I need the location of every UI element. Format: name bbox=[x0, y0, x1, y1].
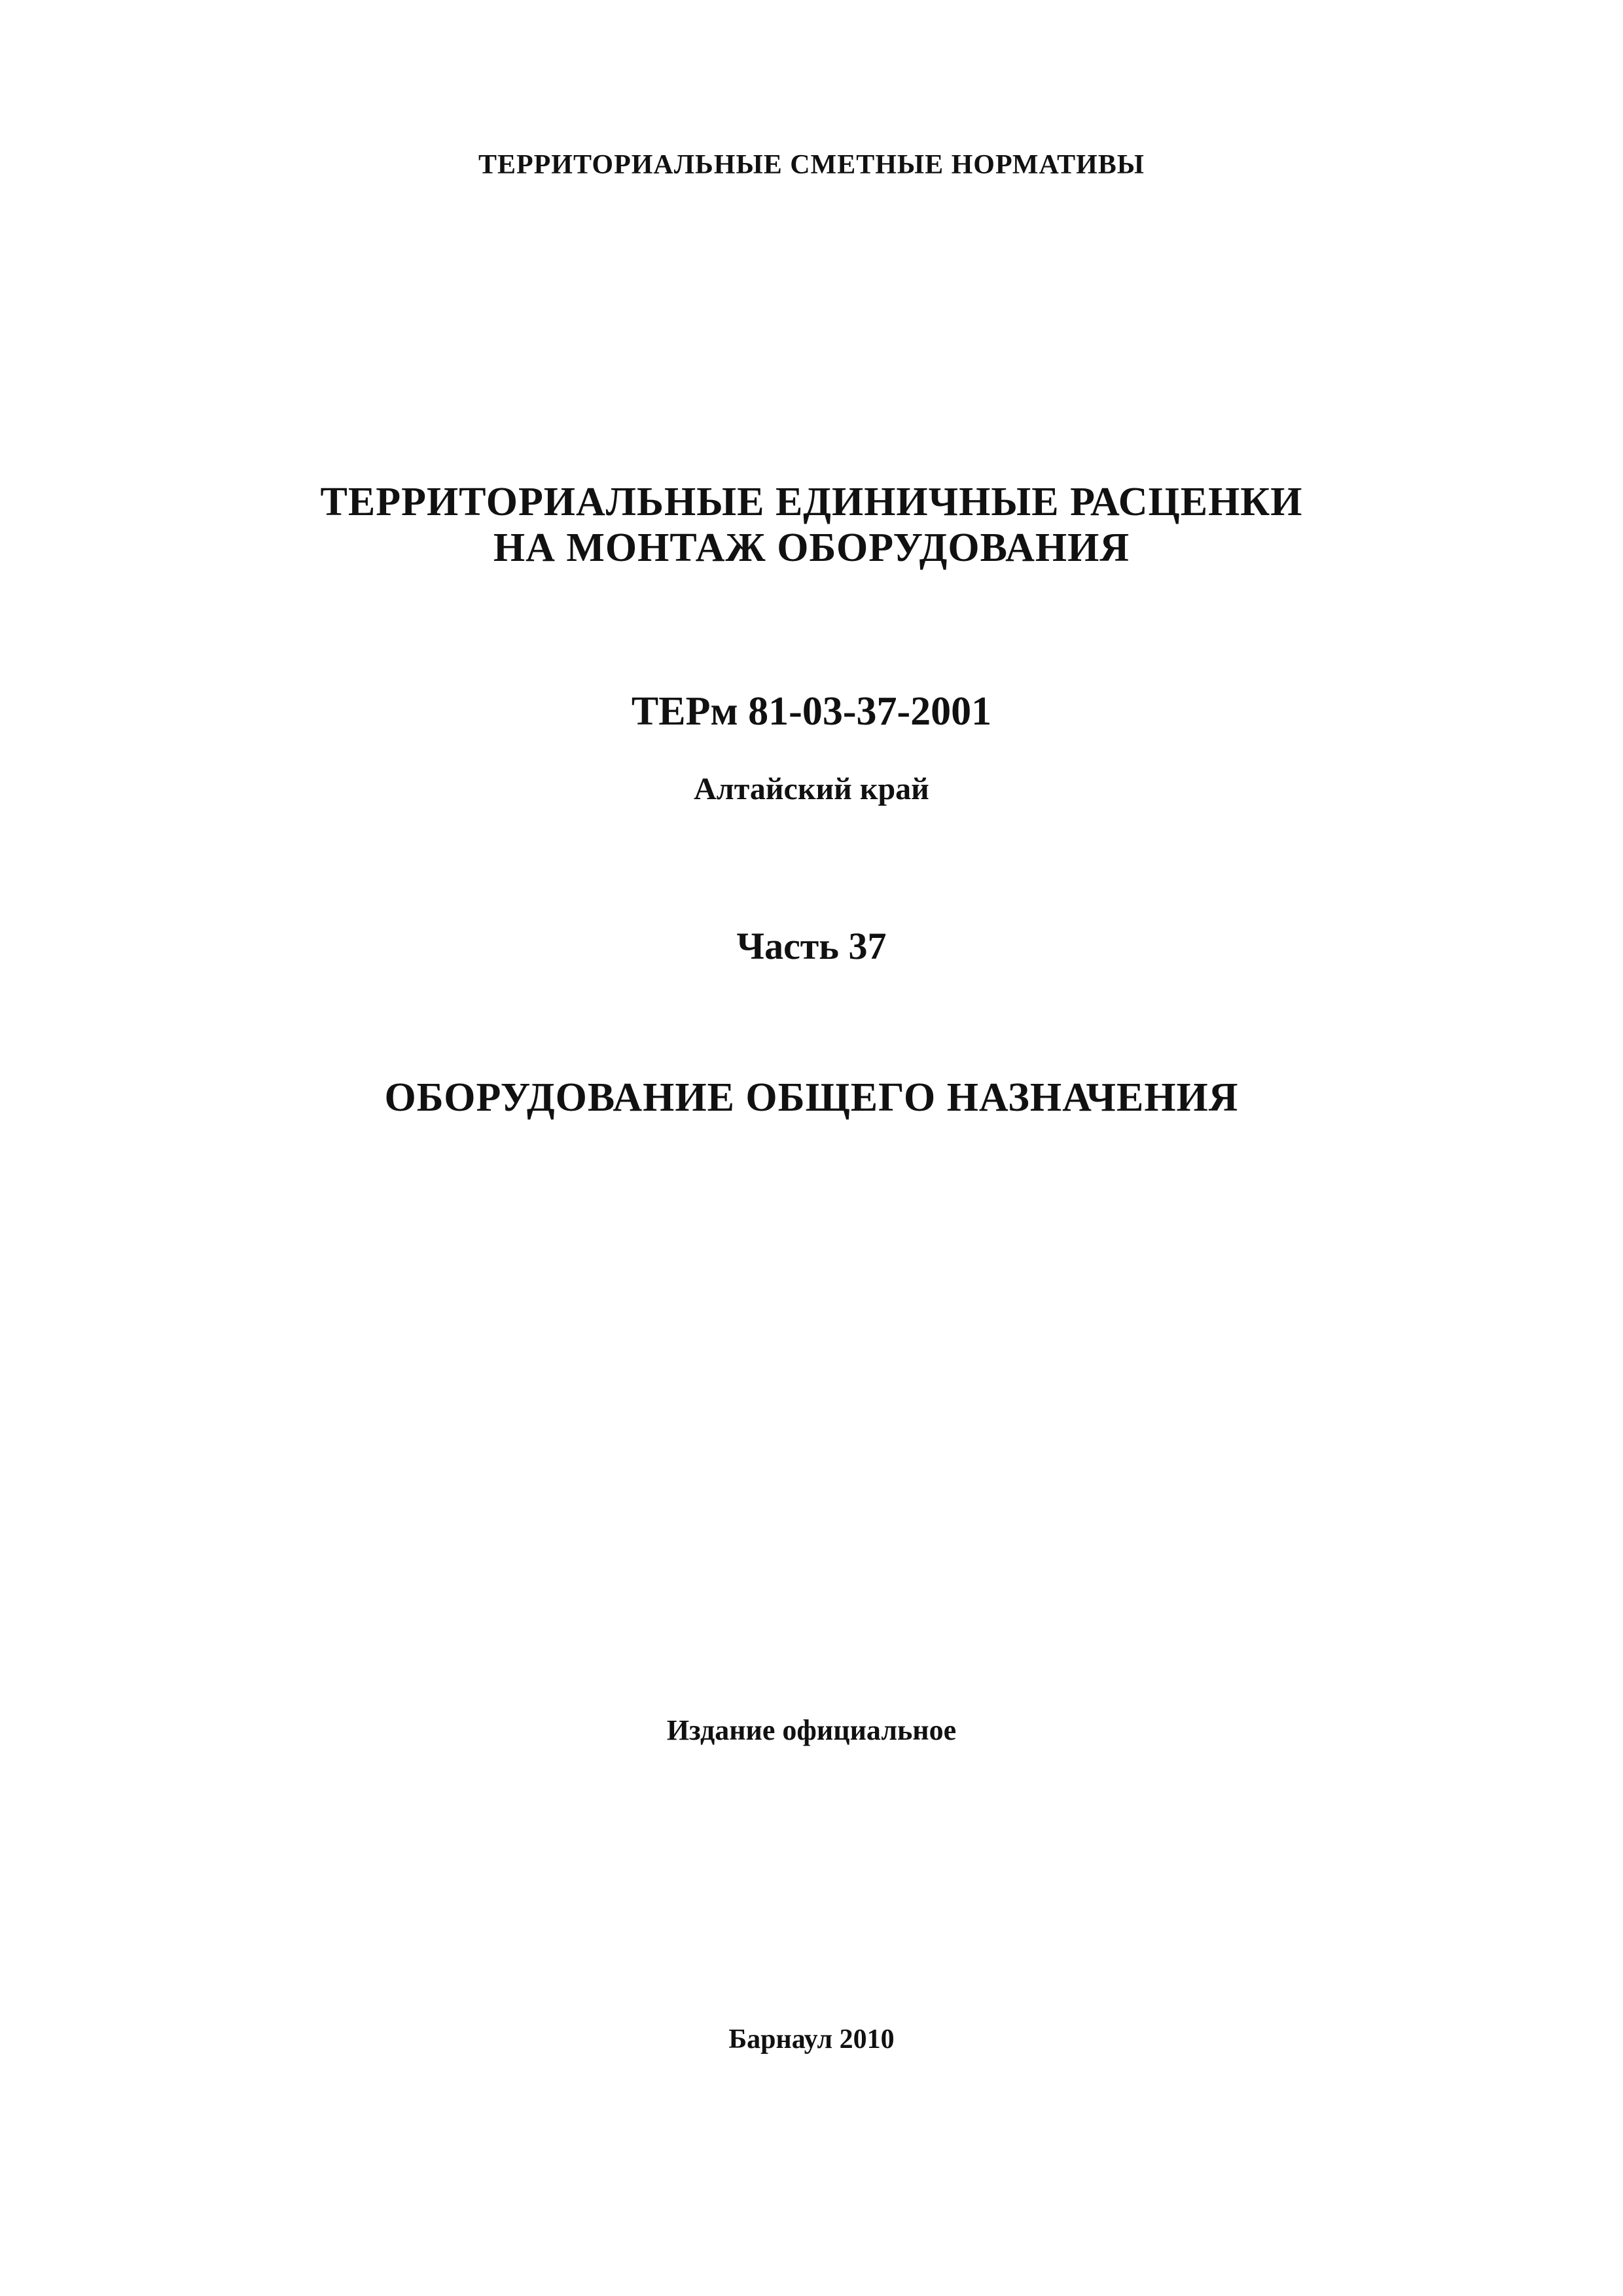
part-number: Часть 37 bbox=[736, 925, 887, 967]
series-header: ТЕРРИТОРИАЛЬНЫЕ СМЕТНЫЕ НОРМАТИВЫ bbox=[478, 150, 1145, 180]
imprint-city-year: Барнаул 2010 bbox=[728, 2024, 895, 2054]
main-title-line-2: НА МОНТАЖ ОБОРУДОВАНИЯ bbox=[493, 526, 1130, 570]
main-title-line-1: ТЕРРИТОРИАЛЬНЫЕ ЕДИНИЧНЫЕ РАСЦЕНКИ bbox=[320, 480, 1303, 524]
edition-label: Издание официальное bbox=[666, 1714, 957, 1746]
section-title: ОБОРУДОВАНИЕ ОБЩЕГО НАЗНАЧЕНИЯ bbox=[384, 1075, 1239, 1120]
region-label: Алтайский край bbox=[694, 772, 929, 806]
document-code: ТЕРм 81-03-37-2001 bbox=[631, 689, 992, 734]
